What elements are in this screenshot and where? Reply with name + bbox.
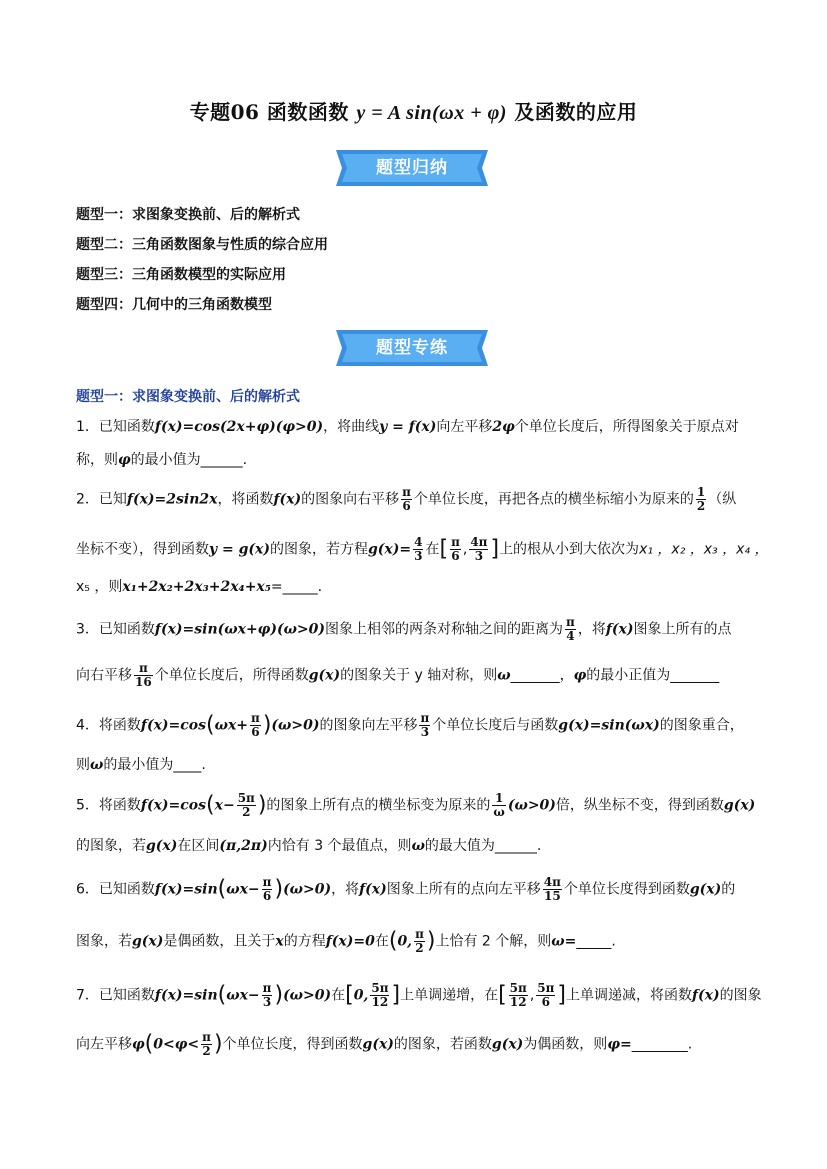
banner-practice xyxy=(332,328,492,368)
fraction: $\frac{\pi}{6}$ xyxy=(402,485,411,513)
question-2-line-2: 坐标不变），得到函数y = g(x)的图象，若方程g(x)= $\frac{4}{3}$ 在[ $\frac{\pi}{6}$ , $\frac{4\pi}{3}$ ]上的根从小到大依次为x₁ ，x₂ ，x₃ ，x₄ ， xyxy=(76,535,769,563)
fraction: $\frac{4\pi}{15}$ xyxy=(543,875,561,903)
question-4-line-2: 则ω的最小值为____. xyxy=(76,757,206,773)
question-5-line-1: 5．将函数f(x)=cos(x− $\frac{5\pi}{2}$ )的图象上所有点的横坐标变为原来的 $\frac{1}{\omega}$ (ω>0)倍，纵坐标不变，得到函数g(x) xyxy=(76,791,756,819)
title-prefix: 专题06 函数函数 xyxy=(189,100,349,124)
question-2-line-1: 2．已知f(x)=2sin2x，将函数f(x)的图象向右平移 $\frac{\pi}{6}$ 个单位长度，再把各点的横坐标缩小为原来的 $\frac{1}{2}$ （纵 xyxy=(76,485,737,513)
question-6-line-1: 6．已知函数f(x)=sin(ωx− $\frac{\pi}{6}$ )(ω>0)，将f(x)图象上所有的点向左平移 $\frac{4\pi}{15}$ 个单位长度得到函数g(x)的 xyxy=(76,875,736,903)
toc-item-4: 题型四：几何中的三角函数模型 xyxy=(76,297,272,313)
section-heading: 题型一：求图象变换前、后的解析式 xyxy=(76,389,300,405)
banner-types-label: 题型归纳 xyxy=(376,158,448,178)
fraction: $\frac{\pi}{6}$ xyxy=(251,711,260,739)
banner-practice-label: 题型专练 xyxy=(376,338,448,358)
banner-question-types xyxy=(332,148,492,188)
fraction: $\frac{\pi}{2}$ xyxy=(415,927,424,955)
fraction: $\frac{4}{3}$ xyxy=(414,535,423,563)
question-3-line-2: 向右平移 $\frac{\pi}{16}$ 个单位长度后，所得函数g(x)的图象关于 y 轴对称，则ω_______，φ的最小正值为_______ xyxy=(76,661,720,689)
fraction: $\frac{\pi}{6}$ xyxy=(451,535,460,563)
title-formula: y = A sin(ωx + φ) xyxy=(356,102,507,124)
fraction: $\frac{1}{\omega}$ xyxy=(493,791,505,819)
question-5-line-2: 的图象，若g(x)在区间(π,2π)内恰有 3 个最值点，则ω的最大值为______. xyxy=(76,838,542,854)
fraction: $\frac{5\pi}{6}$ xyxy=(537,981,555,1009)
toc-item-2: 题型二：三角函数图象与性质的综合应用 xyxy=(76,237,328,253)
fraction: $\frac{5\pi}{12}$ xyxy=(509,981,527,1009)
question-2-line-3: x₅ ，则x₁+2x₂+2x₃+2x₄+x₅=_____. xyxy=(76,579,323,595)
fraction: $\frac{4\pi}{3}$ xyxy=(470,535,488,563)
title-suffix: 及函数的应用 xyxy=(514,100,638,124)
fraction: $\frac{\pi}{4}$ xyxy=(566,615,575,643)
fraction: $\frac{\pi}{3}$ xyxy=(262,981,272,1009)
fraction: $\frac{5\pi}{12}$ xyxy=(371,981,389,1009)
fraction: $\frac{5\pi}{2}$ xyxy=(237,791,255,819)
question-1-line-1: 1．已知函数f(x)=cos(2x+φ)(φ>0)，将曲线y = f(x)向左平移2φ个单位长度后，所得图象关于原点对 xyxy=(76,419,739,435)
question-1-line-2: 称，则φ的最小值为______. xyxy=(76,452,248,468)
fraction: $\frac{\pi}{6}$ xyxy=(262,875,272,903)
toc-item-1: 题型一：求图象变换前、后的解析式 xyxy=(76,207,300,223)
toc-item-3: 题型三：三角函数模型的实际应用 xyxy=(76,267,286,283)
question-4-line-1: 4．将函数f(x)=cos(ωx+ $\frac{\pi}{6}$ )(ω>0)的图象向左平移 $\frac{\pi}{3}$ 个单位长度后与函数g(x)=sin(ωx)的图象重合， xyxy=(76,711,744,739)
question-3-line-1: 3．已知函数f(x)=sin(ωx+φ)(ω>0)图象上相邻的两条对称轴之间的距离为 $\frac{\pi}{4}$ ，将f(x)图象上所有的点 xyxy=(76,615,732,643)
question-7-line-2: 向左平移φ(0<φ< $\frac{\pi}{2}$ )个单位长度，得到函数g(x)的图象，若函数g(x)为偶函数，则φ=________. xyxy=(76,1030,693,1058)
fraction: $\frac{1}{2}$ xyxy=(696,485,706,513)
fraction: $\frac{\pi}{2}$ xyxy=(202,1030,211,1058)
page-title xyxy=(0,96,827,125)
question-6-line-2: 图象，若g(x)是偶函数，且关于x的方程f(x)=0在(0, $\frac{\pi}{2}$ )上恰有 2 个解，则ω=_____. xyxy=(76,927,616,955)
fraction: $\frac{\pi}{3}$ xyxy=(420,711,430,739)
question-7-line-1: 7．已知函数f(x)=sin(ωx− $\frac{\pi}{3}$ )(ω>0)在[0, $\frac{5\pi}{12}$ ]上单调递增，在[ $\frac{5\pi}{12}$ , $\frac{5\pi}{6}$ ]上单调递减，将函数f(x)的图象 xyxy=(76,981,762,1009)
fraction: $\frac{\pi}{16}$ xyxy=(135,661,152,689)
